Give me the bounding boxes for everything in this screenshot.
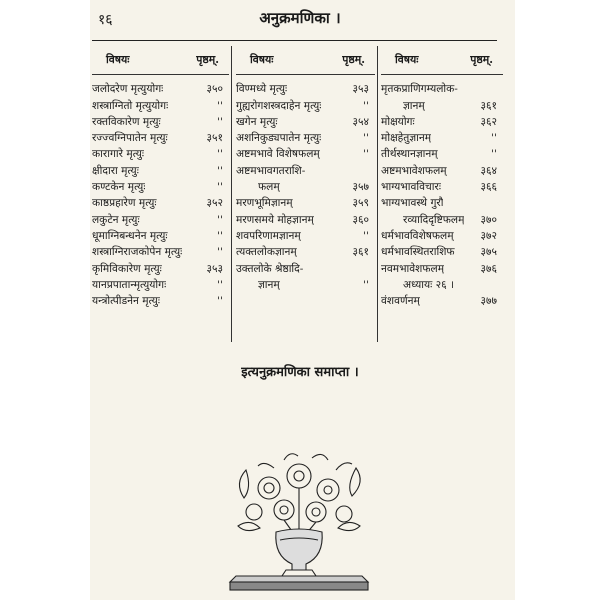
entry-page: ३५१: [206, 132, 223, 145]
entry-subject: मरणसमये मोहज्ञानम्: [236, 213, 314, 226]
index-entry: [381, 228, 503, 244]
entry-subject: अध्यायः २६ ।: [403, 278, 455, 291]
entry-subject: भाग्यभावस्थे गुरौ: [381, 197, 444, 210]
entry-subject: यानप्रपातान्मृत्युयोगः: [92, 278, 167, 291]
entry-page: ३५९: [352, 197, 369, 210]
entry-page: '': [363, 229, 369, 242]
index-entry: [92, 179, 229, 195]
index-entry: [92, 81, 229, 97]
index-entry: [381, 114, 503, 130]
entry-subject: ज्ञानम्: [403, 99, 425, 112]
entry-page: '': [217, 295, 223, 308]
entry-page: ३७२: [480, 229, 497, 242]
index-column-2: [236, 46, 375, 346]
entry-page: '': [217, 148, 223, 161]
entry-subject: मरणभूमिज्ञानम्: [236, 197, 293, 210]
entry-subject: यन्त्रोत्पीडनेन मृत्युः: [92, 295, 160, 308]
column-header-page: पृष्ठम्.: [470, 53, 493, 66]
index-entry: [236, 130, 375, 146]
entry-page: ३७७: [480, 295, 497, 308]
entry-subject: अष्टमभावगतराशि-: [236, 164, 306, 177]
entry-page: ३६६: [480, 181, 497, 194]
index-entry: [381, 81, 503, 97]
entry-page: ३५३: [206, 262, 223, 275]
flower-vase-icon: [224, 448, 374, 597]
index-column-3: [381, 46, 503, 346]
column-header: [92, 46, 229, 70]
column-header: [381, 46, 503, 70]
entry-subject: धूमाग्निबन्धनेन मृत्युः: [92, 229, 168, 242]
index-entry: [236, 228, 375, 244]
index-entry: [381, 163, 503, 179]
entry-page: ३५७: [352, 181, 369, 194]
entry-subject: रक्तविकारेण मृत्युः: [92, 115, 161, 128]
header-rule: [92, 40, 497, 41]
index-entry: [92, 244, 229, 260]
index-entry: [381, 244, 503, 260]
entry-page: ३६१: [480, 99, 497, 112]
entry-page: ३६२: [480, 115, 497, 128]
entry-subject: मृतकप्राणिगम्यलोक-: [381, 83, 458, 96]
index-entry: [92, 146, 229, 162]
index-entry: [92, 98, 229, 114]
entry-subject: गुह्यरोगशस्त्रदाहेन मृत्युः: [236, 99, 322, 112]
index-entry: [381, 98, 503, 114]
entry-subject: अशनिकुड्यपातेन मृत्युः: [236, 132, 322, 145]
index-entry: [236, 195, 375, 211]
entry-subject: अष्टमभावेशफलम्: [381, 164, 447, 177]
entry-subject: भाग्यभावविचारः: [381, 181, 441, 194]
index-entry: [236, 163, 375, 179]
entry-subject: लकुटेन मृत्युः: [92, 213, 140, 226]
column-header-rule: [381, 74, 503, 75]
index-entry: [381, 195, 503, 211]
index-entry: [92, 195, 229, 211]
entry-page: ३७०: [480, 213, 497, 226]
entry-subject: धर्मभावविशेषफलम्: [381, 229, 454, 242]
entry-page: ३६४: [480, 164, 497, 177]
column-header-page: पृष्ठम्.: [196, 53, 219, 66]
entry-subject: कण्टकेन मृत्युः: [92, 181, 146, 194]
index-entry: [236, 146, 375, 162]
index-entry: [92, 114, 229, 130]
index-entry: [92, 212, 229, 228]
entry-subject: उक्तलोके श्रेष्ठादि-: [236, 262, 304, 275]
column-header-page: पृष्ठम्.: [342, 53, 365, 66]
entry-page: '': [217, 164, 223, 177]
column-header-subject: विषयः: [395, 53, 419, 66]
index-entry: [236, 179, 375, 195]
index-entry: [236, 212, 375, 228]
page-title: अनुक्रमणिका ।: [259, 9, 341, 27]
entry-page: ३५३: [352, 83, 369, 96]
column-header-subject: विषयः: [250, 53, 274, 66]
entry-page: '': [217, 99, 223, 112]
entry-page: '': [491, 132, 497, 145]
index-entry: [92, 293, 229, 309]
entry-page: '': [217, 246, 223, 259]
column-header: [236, 46, 375, 70]
index-entry: [381, 130, 503, 146]
index-entry: [92, 261, 229, 277]
index-column-1: [92, 46, 229, 346]
index-entry: [381, 277, 503, 293]
entry-subject: खगेन मृत्युः: [236, 115, 278, 128]
index-conclusion: इत्यनुक्रमणिका समाप्ता ।: [241, 365, 359, 380]
entry-subject: शस्त्राग्निराजकोपेन मृत्युः: [92, 246, 183, 259]
column-divider: [231, 46, 232, 342]
entry-subject: रव्यादिदृष्टिफलम्: [403, 213, 465, 226]
entry-page: '': [217, 278, 223, 291]
entry-subject: रज्ज्वग्निपातेन मृत्युः: [92, 132, 168, 145]
entry-page: '': [217, 229, 223, 242]
entry-page: '': [363, 278, 369, 291]
entry-subject: कारागारे मृत्युः: [92, 148, 145, 161]
entry-page: '': [217, 115, 223, 128]
column-divider: [377, 46, 378, 342]
index-entry: [236, 98, 375, 114]
entry-page: '': [217, 213, 223, 226]
entry-subject: शवपरिणामज्ञानम्: [236, 229, 301, 242]
entry-page: ३५४: [352, 115, 369, 128]
entry-page: '': [363, 132, 369, 145]
index-entry: [236, 81, 375, 97]
index-entry: [381, 179, 503, 195]
entry-page: '': [491, 148, 497, 161]
entry-subject: मोक्षहेतुज्ञानम्: [381, 132, 432, 145]
entry-page: ३५०: [206, 83, 223, 96]
entry-subject: शस्त्राग्नितो मृत्युयोगः: [92, 99, 169, 112]
entry-subject: विण्मध्ये मृत्युः: [236, 83, 288, 96]
entry-page: '': [363, 148, 369, 161]
index-entry: [236, 244, 375, 260]
index-entry: [236, 277, 375, 293]
entry-page: ३६०: [352, 213, 369, 226]
entry-subject: वंशवर्णनम्: [381, 295, 420, 308]
column-header-rule: [92, 74, 229, 75]
entry-subject: जलोदरेण मृत्युयोगः: [92, 83, 164, 96]
entry-subject: कृमिविकारेण मृत्युः: [92, 262, 162, 275]
entry-page: ३५२: [206, 197, 223, 210]
index-entry: [381, 212, 503, 228]
column-header-rule: [236, 74, 375, 75]
index-entry: [92, 277, 229, 293]
column-header-subject: विषयः: [106, 53, 130, 66]
index-entry: [92, 130, 229, 146]
entry-subject: काष्ठप्रहारेण मृत्युः: [92, 197, 157, 210]
index-entry: [381, 293, 503, 309]
entry-subject: क्षीदारा मृत्युः: [92, 164, 139, 177]
entry-subject: ज्ञानम्: [258, 278, 280, 291]
index-entry: [381, 146, 503, 162]
page-number: १६: [98, 12, 113, 28]
entry-subject: त्यक्तलोकज्ञानम्: [236, 246, 297, 259]
index-entry: [236, 114, 375, 130]
index-entry: [236, 261, 375, 277]
entry-subject: फलम्: [258, 181, 280, 194]
entry-page: ३७६: [480, 262, 497, 275]
index-entry: [381, 261, 503, 277]
index-entry: [92, 163, 229, 179]
index-entry: [92, 228, 229, 244]
entry-subject: धर्मभावस्थितराशिफ: [381, 246, 455, 259]
entry-subject: मोक्षयोगः: [381, 115, 415, 128]
entry-page: '': [363, 99, 369, 112]
entry-subject: अष्टमभावे विशेषफलम्: [236, 148, 320, 161]
entry-page: '': [217, 181, 223, 194]
entry-page: ३७५: [480, 246, 497, 259]
entry-page: ३६१: [352, 246, 369, 259]
entry-subject: तीर्थस्थानज्ञानम्: [381, 148, 438, 161]
entry-subject: नवमभावेशफलम्: [381, 262, 445, 275]
